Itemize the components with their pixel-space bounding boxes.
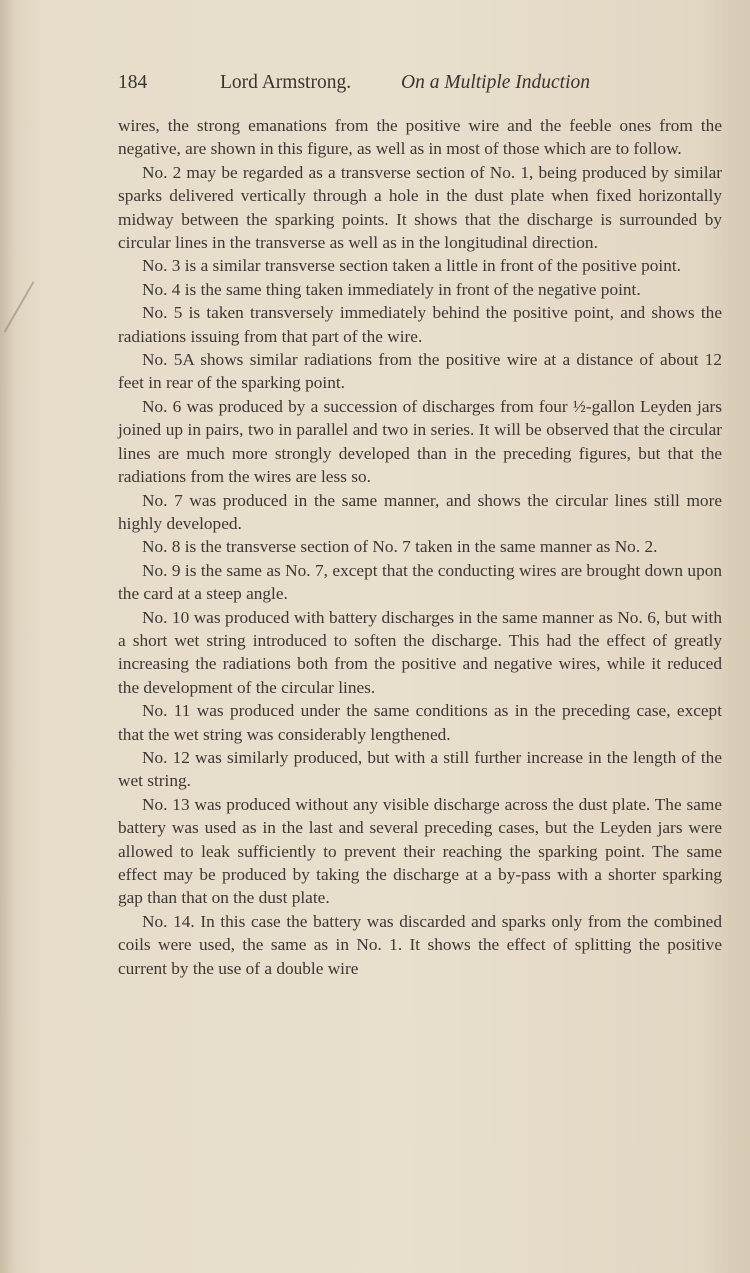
running-head-author: Lord Armstrong.: [220, 72, 352, 93]
paragraph: No. 12 was similarly produced, but with a still further increase in the length of the wet string.: [118, 747, 722, 791]
paragraph: No. 3 is a similar transverse section taken a little in front of the positive point.: [142, 256, 681, 276]
paragraph: No. 13 was produced without any visible discharge across the dust plate. The same battery was used as in the last and several preceding cases, but the Leyden jars were allowed to leak sufficiently to prevent their reaching the sparking point. The same effect may be produced by taking the discharge at a by-pass with a shorter sparking gap than that on the dust plate.: [118, 794, 722, 908]
paragraph: No. 9 is the same as No. 7, except that the conducting wires are brought down upon the card at a steep angle.: [118, 560, 722, 604]
paragraph: No. 4 is the same thing taken immediately in front of the negative point.: [142, 279, 641, 299]
body-text: [118, 114, 722, 980]
paragraph: No. 5 is taken transversely immediately behind the positive point, and shows the radiations issuing from that part of the wire.: [118, 303, 722, 346]
paragraph: No. 11 was produced under the same conditions as in the preceding case, except that the wet string was considerably lengthened.: [118, 701, 722, 744]
paragraph: No. 5A shows similar radiations from the positive wire at a distance of about 12 feet in rear of the sparking point.: [118, 350, 722, 393]
running-header: [118, 72, 738, 102]
paragraph: No. 6 was produced by a succession of discharges from four ½-gallon Leyden jars joined up in pairs, two in parallel and two in series. It will be observed that the circular lines are much more strongly developed than in the preceding figures, but that the radiations from the wires are less so.: [118, 396, 722, 487]
paragraph: wires, the strong emanations from the positive wire and the feeble ones from the negative, are shown in this figure, as well as in most of those which are to follow.: [118, 116, 722, 159]
paragraph: No. 14. In this case the battery was discarded and sparks only from the combined coils were used, the same as in No. 1. It shows the effect of splitting the positive current by the use of a double wire: [118, 911, 722, 978]
margin-pencil-mark: [4, 281, 35, 332]
page-number: 184: [118, 72, 148, 93]
paragraph: No. 2 may be regarded as a transverse section of No. 1, being produced by similar sparks delivered vertically through a hole in the dust plate when fixed horizontally midway between the sparking points. It shows that the discharge is surrounded by circular lines in the transverse as well as in the longitudinal direction.: [118, 162, 722, 253]
paragraph: No. 10 was produced with battery discharges in the same manner as No. 6, but with a short wet string introduced to soften the discharge. This had the effect of greatly increasing the radiations both from the positive and negative wires, while it reduced the development of the circular lines.: [118, 607, 722, 697]
running-head-title: On a Multiple Induction: [401, 72, 591, 93]
paragraph: No. 7 was produced in the same manner, and shows the circular lines still more highly developed.: [118, 490, 722, 533]
paragraph: No. 8 is the transverse section of No. 7 taken in the same manner as No. 2.: [142, 537, 658, 557]
